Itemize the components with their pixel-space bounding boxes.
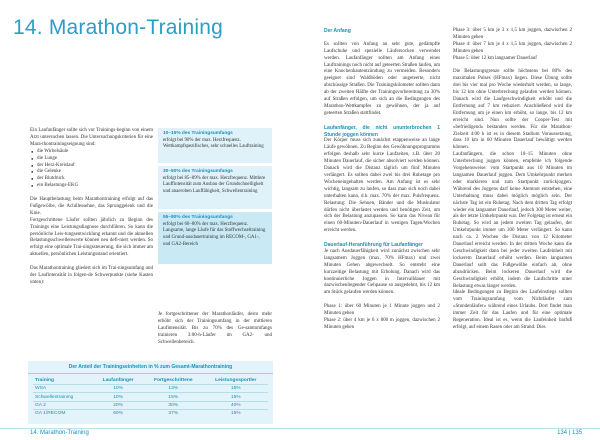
list-item: ● die Gelenke	[37, 169, 153, 176]
box-text: erfolgt bei 85–89% der max. Herzfrequenz. Mittlere Lauffintensität zum Ausbau der Grundschnelligkeit und anaeroben Lauffähigkeit, Schwellentraining	[163, 175, 266, 195]
left-column	[30, 128, 153, 287]
list-item: ● die Lunge	[37, 156, 153, 163]
table-cell: Schwellentraining	[33, 393, 93, 401]
table-cell: 30%	[143, 401, 204, 409]
phase-item: Phase 5: über 12 km langsamer Dauerlauf	[453, 55, 537, 61]
column-header: Training	[35, 377, 55, 383]
intro-paragraph: Ein Laufanfänger sollte sich vor Trainings-beginn von einem Arzt untersuchen lassen. Die Untersuchungskriterien für eine Mara-thontrainingseignung sind:	[30, 128, 153, 147]
chapter-title: 14. Marathon-Training	[13, 16, 224, 39]
training-box-endurance	[158, 212, 272, 264]
table-cell: 20%	[93, 401, 143, 409]
box-text: erfolgt bei 90% der max. Herzfrequenz. Wettkampfspezifisches, sehr schnelles Lauftraining	[163, 137, 264, 150]
table-cell: 15%	[204, 410, 268, 418]
phase-item: Phase 1: über 60 Minuten je 1 Minute joggen und 2 Minuten gehen	[324, 304, 440, 317]
box-heading: 55–80% des Trainingsumfangs	[163, 215, 233, 220]
table-cell: 15%	[204, 393, 268, 401]
list-item: ● der Blutdruck	[37, 176, 153, 183]
table-title: Der Anteil der Trainingseinheiten in % zum Gesamt-Marathontraining	[28, 361, 273, 374]
table-cell: 13%	[143, 385, 204, 393]
table-cell: 15%	[143, 393, 204, 401]
footer-divider	[0, 428, 600, 429]
table-cell: WSA	[33, 385, 93, 393]
phase-item: Phase 3: über 5 km je 3 x 1,5 km joggen, dazwischen 2 Minuten gehen	[453, 28, 572, 40]
table-row	[33, 393, 268, 401]
paragraph: Laufanfängern, die schon 10–15 Minuten ohne Unterbrechung joggen können, empfehle ich folgende Vorgehensweise: vom Startpunkt aus 10 Minuten im langsamen Dauerlauf joggen. Dem Umkehrpunkt merken oder markieren und zum Startpunkt zurückjoggen. Während des Joggens darf keine Atemnot entstehen, eine Unterhaltung muss dabei möglich möglich sein. Der nächste Tag ist ein Ruhetag. Nach dem dritten Tag erfolgt wieder ein langsamer Dauerlauf, jedoch 300 Meter weiter, als der letzte Umkehrpunkt war. Der Folgetag ist erneut ein Ruhetag. So wird an jedem zweiten Tag gelaufen, der Umkehrpunkt immer um 300 Meter verlängert. So kann nach ca. 2 Wochen die Distanz von 12 Kilometer Dauerlauf erreicht werden. In der dritten Woche kann die Geschwindigkeit dann bei jeder zweiten Laufeinheit mit lockerem Dauerlauf erhöht werden. Beim langsamen Dauerlauf sollt das Fußgewölbe einfach ab, ohne abzudrücken. Beim lockeren Dauerlauf wird die Geschwindigkeit erhöht, indem die Laufschritte unter Belastung etwas länger werden.	[453, 152, 572, 289]
paragraph: Es sollten von Anfang an sehr gute, gedämpfte Laufschuhe und spezielle Läufersocken verwendet werden. Laufanfänger sollten am Anfang eines Lauftrainings noch nicht auf geteerten Straßen laufen, um eine Knochenhautentzündung zu vermeiden. Besonders geeignet sind Waldböden oder ungeteerte, nicht abschüssige Straßen. Die Trainingskilometer sollten dann ab der zweiten Hälfte der Trainingsvorbereitung zu 30% auf Straßen erfolgen, um sich an die Bedingungen des Marathon-Wettkampfes zu gewöhnen, der ja auf geteerten Straßen stattfindet.	[324, 41, 440, 116]
paragraph: Je nach Ausdauerfähigkeit wird zunächst zwischen sehr langsamem Joggen (max. 70% HFmax) und zwei Minuten Gehen abgewechselt. So entsteht eine kurzzeitige Belastung mit Erholung. Danach wird das kontinuierliche Joggen in Intervalldauer mit dazwischenliegender Gehpause so ausgedehnt, bis 12 km am Stück gelaufen werden können.	[324, 248, 440, 296]
list-item: ● der Herz-Kreislauf	[37, 163, 153, 170]
table-row	[33, 385, 268, 393]
training-box-threshold	[158, 166, 272, 209]
right-column-2	[453, 28, 572, 332]
mid-column	[158, 312, 272, 347]
column-header: Laufanfänger	[102, 377, 134, 383]
column-header: Fortgeschrittene	[153, 377, 193, 383]
training-share-table-box	[28, 361, 273, 424]
page-numbers: 134 | 135	[557, 430, 582, 436]
phase-item: Phase 4: über 7 km je 4 x 1,5 km joggen, dazwischen 2 Minuten gehen	[453, 41, 572, 54]
box-text: erfolgt bei 60–80% der max. Herzfrequenz. Langsame, lange Läufe für das Stoffwechseltraining und Grund-ausdauertraining im RECOM-, GA1-, und GA2-Bereich	[163, 221, 266, 247]
paragraph: Je fortgeschrittener der Marathonläufer, desto mehr erhöht sich der Trainingsumfang in der mittleren Laufintensität. Bis zu 70% des Ge-samtumfangs trainieren 3:00-h-Läufer im GA2- und Schwellenbereich.	[158, 312, 272, 345]
paragraph: Ideale Bedingungen zu Beginn des Laufeinstiegs sollten vom Trainingsumfang vom Nichtläufer zum »Stundenläufer« während eines Urlaubs. Dort findet man immer Zeit für das Laufen und für eine optimale Regeneration. Ideal ist es, wenn die Laufeinheit barfuß erfolgt, auf einem Rasen oder am Strand. Dies	[453, 290, 572, 330]
training-box-wsa	[158, 128, 272, 163]
table-header-row	[33, 376, 268, 385]
paragraph: Das Marathontraining gliedert sich im Trai-ningsumfang und der Laufintensität in folgen-de Schwerpunkte (siehe Kasten unten):	[30, 266, 153, 285]
paragraph: Die Belastungsgrenze sollte höchstens bei 80% des maximalen Pulses (HFmax) liegen. Diese Übung sollte drei bis vier mal pro Woche wiederholt werden, so lange, bis 12 km ohne Unterbrechung gelaufen werden können. Danach wird die Laufgeschwindigkeit erhöht und die Entfernung auf 7 km reduziert. Anschließend wird die Entfernung um je einen km erhöht, so lange, bis 12 km erreicht sind. Nun sollte der Cooper-Test mit »befriedigend« bestanden werden. Für die Marathon-Zielzeit 4:00 h ist es in diesem Stadium Voraussetzung, dass 10 km in 60 Minuten Dauerlauf bewältigt werden können.	[453, 69, 572, 151]
exam-criteria-list	[30, 149, 153, 190]
table-cell: 60%	[93, 410, 143, 418]
paragraph: Die Hauptbelastung beim Marathontraining erfolgt auf das Fußgewölbe, die Achillessehne, das Sprunggelenk und die Knie.	[30, 197, 153, 216]
box-heading: 10–15% des Trainingsumfangs	[163, 131, 233, 136]
section-heading: Dauerlauf-Heranführung für Laufanfänger	[324, 242, 423, 249]
training-share-table	[33, 376, 268, 418]
phase-item: Phase 2: über 4 km je 6 x 800 m joggen, dazwischen 2 Minuten gehen	[324, 318, 440, 330]
right-column-1	[324, 28, 440, 332]
table-cell: 37%	[143, 410, 204, 418]
table-cell: GA 2	[33, 401, 93, 409]
table-cell: GA 1/RECOM	[33, 410, 93, 418]
box-heading: 30–50% des Trainingsumfangs	[163, 169, 233, 174]
running-footer: 14. Marathon-Training	[30, 430, 89, 436]
table-cell: 40%	[204, 401, 268, 409]
section-heading: Der Anfang	[324, 28, 351, 34]
list-item: ● die Wirbelsäule	[37, 149, 153, 156]
table-cell: 15%	[204, 385, 268, 393]
list-item: ● ein Belastungs-EKG	[37, 183, 153, 190]
paragraph: Der Körper muss sich zunächst etappenweise an lange Läufe gewöhnen. Zu Beginn des Gewöhnungsprogramms erfolgen deshalb sehr kurze Laufzeiten, z.B. über 20 Minuten Dauerlauf, die sicher absolviert werden können. Danach wird die Distanz täglich um fünf Minuten verlängert. Es sollten dabei zwei bis drei Ruhetage pro Wocheneingehalten werden. Am Anfang ist es sehr wichtig, langsam zu laufen, so dass man sich noch dabei unterhalten kann, d.h. max. 70% der max. Pulsfrequenz. Belastung: Die Sehnen, Bänder und die Muskulatur dürfen nicht überlastet werden und benötigen Zeit, um sich der Belastung anzupassen. So kann das Niveau für einen 60-Minuten-Dauerlauf in wenigen Tagen/Wochen erreicht werden.	[324, 138, 440, 234]
table-row	[33, 401, 268, 409]
table-cell: 10%	[93, 393, 143, 401]
table-row	[33, 410, 268, 418]
paragraph: Fortgeschrittene Läufer sollten jährlich zu Beginn des Trainings eine Leistungsdiagnose durchführen. So kann die persönliche Leis-tungsentwicklung erkannt und die aktuellen Belastungsschwellenwerte können neu defi-niert werden. So erfolgt eine optimale Trai-ningssteuerung, die sich immer am aktuellen, persönlichen Leistungsstand orientiert.	[30, 217, 153, 258]
table-cell: 10%	[93, 385, 143, 393]
column-header: Leistungssportler	[215, 377, 257, 383]
section-heading: Laufanfänger, die nicht ununterbrochen 1 Stunde joggen können	[324, 124, 440, 138]
